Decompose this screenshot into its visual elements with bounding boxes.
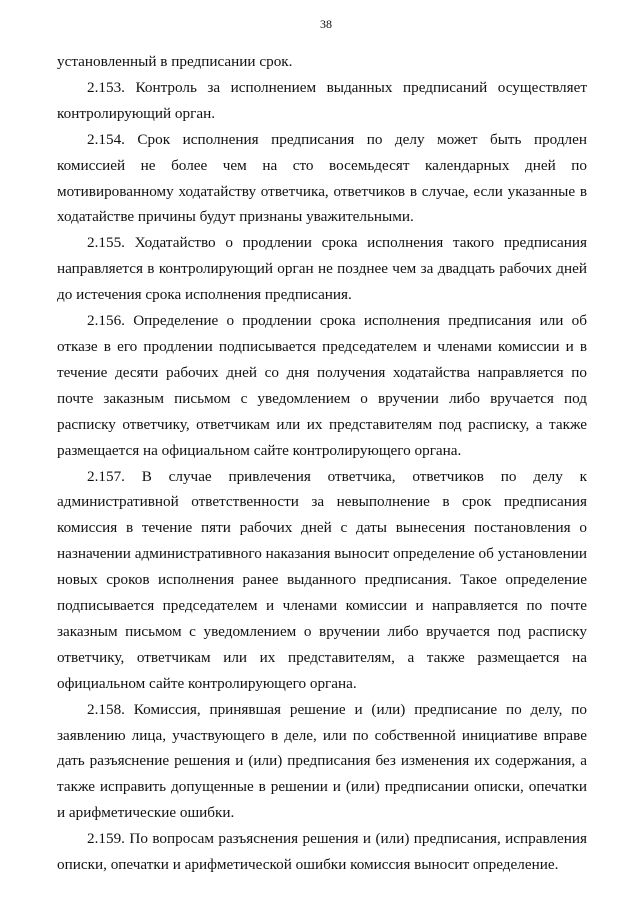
document-page [57, 16, 587, 878]
paragraph-2-159: 2.159. По вопросам разъяснения решения и (или) предписания, исправления описки, опечатки и арифметической ошибки комиссия выносит определение. [57, 830, 587, 874]
paragraph-continuation: установленный в предписании срок. [57, 53, 293, 70]
paragraph-2-156: 2.156. Определение о продлении срока исполнения предписания или об отказе в его продлении подписывается председателем и членами комиссии и в течение десяти рабочих дней со дня получения ходатайства направляется по почте заказным письмом с уведомлением о вручении либо вручается под расписку ответчику, ответчикам или их представителям под расписку, а также размещается на официальном сайте контролирующего органа. [57, 312, 587, 459]
page-number: 38 [320, 17, 332, 31]
paragraph-2-157: 2.157. В случае привлечения ответчика, ответчиков по делу к административной ответственности за невыполнение в срок предписания комиссия в течение пяти рабочих дней с даты вынесения постановления о назначении административного наказания выносит определение об установлении новых сроков исполнения ранее выданного предписания. Такое определение подписывается председателем и членами комиссии и направляется по почте заказным письмом с уведомлением о вручении либо вручается под расписку ответчику, ответчикам или их представителям, а также размещается на официальном сайте контролирующего органа. [57, 467, 587, 692]
paragraph-2-153: 2.153. Контроль за исполнением выданных предписаний осуществляет контролирующий орган. [57, 78, 587, 122]
paragraph-2-155: 2.155. Ходатайство о продлении срока исполнения такого предписания направляется в контролирующий орган не позднее чем за двадцать рабочих дней до истечения срока исполнения предписания. [57, 234, 587, 304]
paragraph-2-154: 2.154. Срок исполнения предписания по делу может быть продлен комиссией не более чем на сто восемьдесят календарных дней по мотивированному ходатайству ответчика, ответчиков в случае, если указанные в ходатайстве причины будут признаны уважительными. [57, 130, 587, 226]
paragraph-2-158: 2.158. Комиссия, принявшая решение и (или) предписание по делу, по заявлению лица, участвующего в деле, или по собственной инициативе вправе дать разъяснение решения и (или) предписания без изменения их содержания, а также исправить допущенные в решении и (или) предписании описки, опечатки и арифметические ошибки. [57, 700, 587, 822]
